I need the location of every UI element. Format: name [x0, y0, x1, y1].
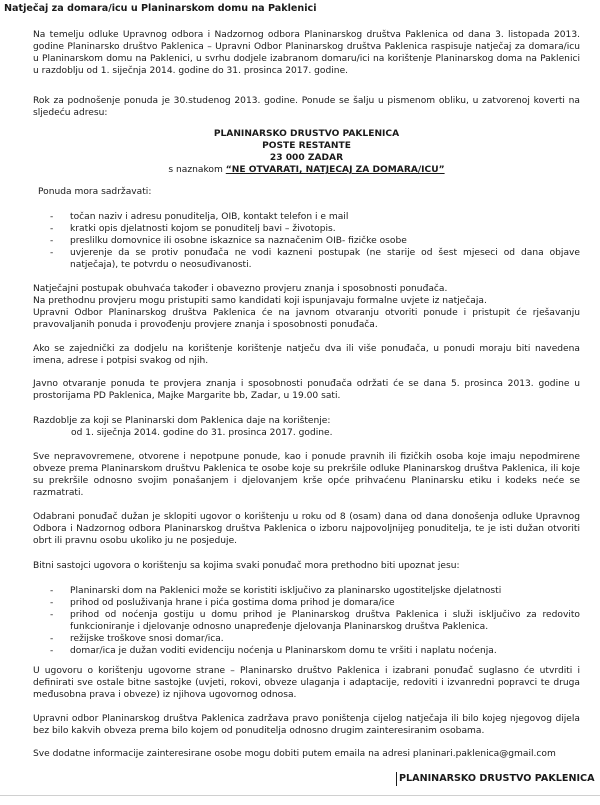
list-item: - domar/ica je dužan voditi evidenciju noćenja u Planinarskom domu te vršiti i naplatu noćenja. [50, 645, 580, 657]
procedure-line: Upravni Odbor Planinarskog društva Paklenica će na javnom otvaranju otvoriti ponude i pristupit će rješavanju pravovaljanih ponuda i provođenju provjere znanja i sposobnosti ponuđača. [33, 308, 580, 331]
intro-paragraph: Na temelju odluke Upravnog odbora i Nadzornog odbora Planinarskog društva Paklenica od dana 3. listopada 2013. godine Planinarsko društvo Paklenica – Upravni Odbor Planinarskog društva Paklenica raspisuje natječaj za domara/icu u Planinarskom domu na Paklenici, u svrhu dodjele izabranom domaru/ici na korištenje Planinarskog doma na Paklenici u razdoblju od 1. siječnja 2014. godine do 31. prosinca 2017. godine. [33, 30, 580, 77]
contract-paragraph: Odabrani ponuđač dužan je sklopiti ugovor o korištenju u roku od 8 (osam) dana od dana donošenja odluke Upravnog Odbora i Nadzornog odbora Planinarskog društva Paklenica o izboru najpovoljnijeg ponuditelja, te je isti dužan otvoriti obrt ili pravnu osobu ukoliko ju ne posjeduje. [33, 512, 580, 547]
offer-heading: Ponuda mora sadržavati: [38, 187, 152, 197]
contract-parts-list [50, 585, 580, 658]
list-item: - preslilku domovnice ili osobne iskaznice sa naznačenim OIB- fizičke osobe [50, 235, 580, 247]
procedure-line: Natječajni postupak obuhvaća također i obavezno provjeru znanja i sposobnosti ponuđača. [33, 284, 448, 294]
page-bottom-divider [0, 795, 600, 796]
list-item: - uvjerenje da se protiv ponuđača ne vodi kazneni postupak (ne starije od šest mjeseci od dana objave natječaja), te potvrdu o neosuđivanosti. [50, 247, 580, 271]
envelope-note-prefix: s naznakom [168, 165, 226, 175]
joint-offer-paragraph: Ako se zajednički za dodjelu na korištenje korištenje natječu dva ili više ponuđača, u ponudi moraju biti navedena imena, adrese i potpisi svakog od njih. [33, 344, 580, 367]
contact-info-paragraph: Sve dodatne informacije zainteresirane osobe mogu dobiti putem emaila na adresi planinari.paklenica@gmail.com [33, 749, 556, 759]
envelope-note-marked: “NE OTVARATI, NATJECAJ ZA DOMARA/ICU” [225, 165, 445, 175]
deadline-paragraph: Rok za podnošenje ponuda je 30.studenog 2013. godine. Ponude se šalju u pismenom obliku, u zatvorenoj koverti na sljedeću adresu: [33, 96, 580, 119]
address-line-3: 23 000 ZADAR [269, 153, 344, 163]
public-opening-paragraph: Javno otvaranje ponuda te provjera znanja i sposobnosti ponuđača održati će se dana 5. prosinca 2013. godine u prostorijama PD Paklenica, Majke Margarite bb, Zadar, u 19.00 sati. [33, 379, 580, 402]
exclusion-paragraph: Sve nepravovremene, otvorene i nepotpune ponude, kao i ponude pravnih ili fizičkih osoba koje imaju nepodmirene obveze prema Planinarskom društvu Paklenica te osobe koje su prekršile odluke Planinarskog društva Paklenica, ili koje su prekršile odnosno svojim ponašanjem i djelovanjem krše opće prihvaćenu Planinarsku etiku i kodeks neće se razmatrati. [33, 452, 580, 499]
contract-parties-paragraph: U ugovoru o korištenju ugovorne strane – Planinarsko društvo Paklenica i izabrani ponuđač suglasno će utvrditi i definirati sve ostale bitne sastojke (uvjeti, rokovi, obveze ulaganja i adaptacije, redoviti i izvanredni popravci te druga međusobna prava i obveze) iz njihova ugovornog odnosa. [33, 666, 580, 701]
list-item: - točan naziv i adresu ponuditelja, OIB, kontakt telefon i e mail [50, 211, 580, 223]
list-item: - kratki opis djelatnosti kojom se ponuditelj bavi – životopis. [50, 223, 580, 235]
period-label: Razdoblje za koji se Planinarski dom Paklenica daje na korištenje: [33, 416, 331, 426]
list-item: - prihod od posluživanja hrane i pića gostima doma prihod je domara/ice [50, 597, 580, 609]
address-line-2: POSTE RESTANTE [262, 141, 351, 151]
address-line-1: PLANINARSKO DRUSTVO PAKLENICA [213, 129, 400, 139]
procedure-line: Na prethodnu provjeru mogu pristupiti samo kandidati koji ispunjavaju formalne uvjete iz natječaja. [33, 296, 487, 307]
document-title: Natječaj za domara/icu u Planinarskom domu na Paklenici [4, 3, 317, 14]
procedure-paragraph [33, 283, 580, 331]
signature: PLANINARSKO DRUSTVO PAKLENICA [399, 773, 595, 784]
envelope-note [33, 164, 580, 176]
contract-parts-heading: Bitni sastojci ugovora o korištenju sa kojima svaki ponuđač mora prethodno biti upoznat jesu: [33, 561, 460, 571]
list-item: - režijske troškove snosi domar/ica. [50, 633, 580, 645]
offer-list [50, 211, 580, 271]
period-value: od 1. siječnja 2014. godine do 31. prosinca 2017. godine. [71, 428, 333, 438]
signature-rule [396, 772, 397, 786]
list-item: - Planinarski dom na Paklenici može se koristiti isključivo za planinarsko ugostiteljske djelatnosti [50, 585, 580, 597]
annulment-paragraph: Upravni odbor Planinarskog društva Paklenica zadržava pravo poništenja cijelog natječaja ili bilo kojeg njegovog dijela bez bilo kakvih obveza prema bilo kojem od ponuditelja odnosno drugim zainteresiranim osobama. [33, 714, 580, 737]
list-item: - prihod od noćenja gostiju u domu prihod je Planinarskog društva Paklenica i služi isključivo za redovito funkcioniranje i djelovanje odnosno unapređenje djelovanja Planinarskog društva Paklenica. [50, 609, 580, 633]
